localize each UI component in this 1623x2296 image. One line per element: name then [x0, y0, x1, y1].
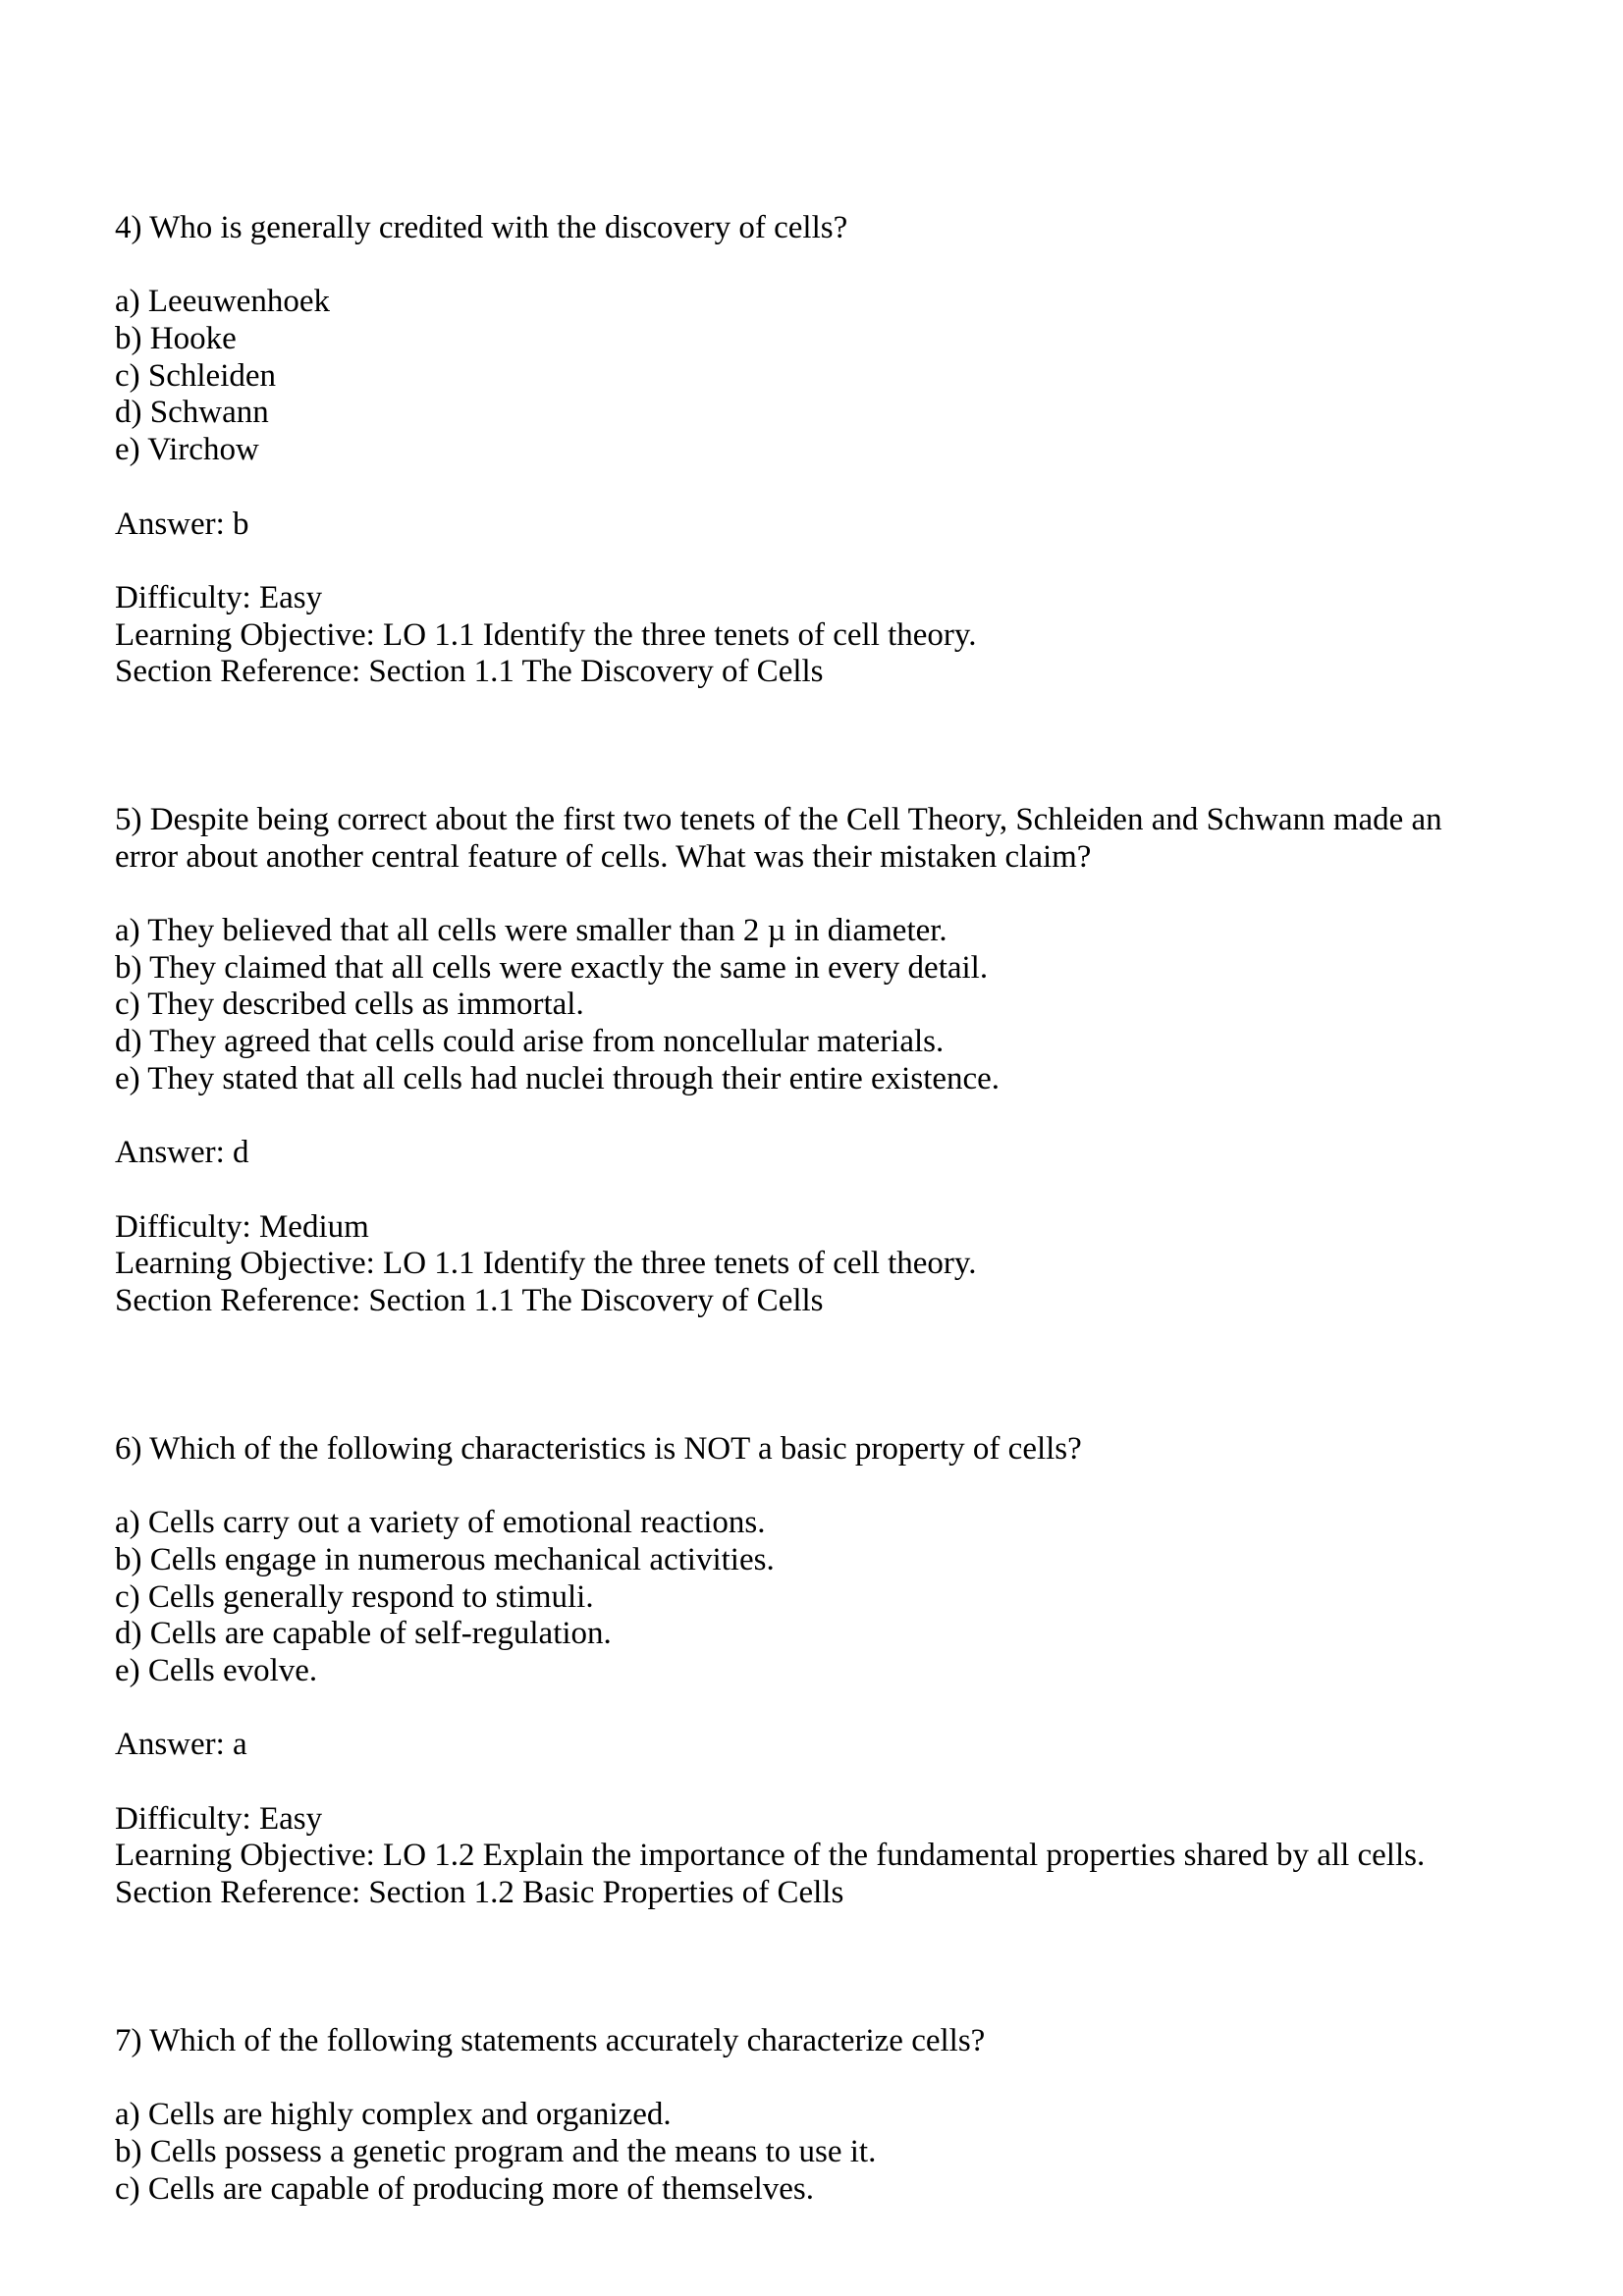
learning-objective: Learning Objective: LO 1.2 Explain the importance of the fundamental properties shared by all cells.: [115, 1838, 1426, 1874]
answer: Answer: b: [115, 506, 249, 542]
option-c: c) Schleiden: [115, 357, 277, 394]
question-text: 5) Despite being correct about the first two tenets of the Cell Theory, Schleiden and Schwann made an: [115, 802, 1442, 838]
section-reference: Section Reference: Section 1.2 Basic Properties of Cells: [115, 1875, 844, 1910]
difficulty: Difficulty: Easy: [115, 579, 323, 615]
option-a: a) Cells carry out a variety of emotional reactions.: [115, 1505, 766, 1541]
difficulty: Difficulty: Medium: [115, 1208, 369, 1245]
question-block-6: [115, 1431, 1519, 1912]
section-reference: Section Reference: Section 1.1 The Discovery of Cells: [115, 1282, 824, 1318]
answer: Answer: a: [115, 1727, 247, 1763]
option-b: b) Cells possess a genetic program and the means to use it.: [115, 2133, 877, 2169]
question-text: 6) Which of the following characteristics is NOT a basic property of cells?: [115, 1430, 1082, 1467]
option-c: c) Cells generally respond to stimuli.: [115, 1578, 594, 1615]
question-block-7: [115, 2023, 1519, 2208]
option-e: e) They stated that all cells had nuclei through their entire existence.: [115, 1060, 1001, 1096]
document-page: [115, 210, 1519, 2208]
option-c: c) Cells are capable of producing more of themselves.: [115, 2170, 814, 2207]
option-c: c) They described cells as immortal.: [115, 987, 584, 1023]
option-b: b) Hooke: [115, 321, 237, 357]
option-d: d) Schwann: [115, 395, 269, 431]
learning-objective: Learning Objective: LO 1.1 Identify the three tenets of cell theory.: [115, 1246, 977, 1282]
question-block-5: [115, 802, 1519, 1320]
option-e: e) Virchow: [115, 432, 259, 468]
section-reference: Section Reference: Section 1.1 The Discovery of Cells: [115, 654, 824, 690]
question-text: 7) Which of the following statements accurately characterize cells?: [115, 2022, 986, 2058]
learning-objective: Learning Objective: LO 1.1 Identify the three tenets of cell theory.: [115, 616, 977, 653]
question-text-continued: error about another central feature of cells. What was their mistaken claim?: [115, 838, 1092, 875]
option-b: b) Cells engage in numerous mechanical activities.: [115, 1541, 775, 1577]
difficulty: Difficulty: Easy: [115, 1800, 323, 1837]
option-a: a) Cells are highly complex and organized.: [115, 2097, 672, 2133]
option-b: b) They claimed that all cells were exactly the same in every detail.: [115, 949, 989, 986]
question-text: 4) Who is generally credited with the discovery of cells?: [115, 210, 848, 245]
option-e: e) Cells evolve.: [115, 1652, 318, 1688]
option-a: a) They believed that all cells were smaller than 2 µ in diameter.: [115, 913, 947, 949]
question-block-4: [115, 210, 1519, 691]
option-d: d) They agreed that cells could arise from noncellular materials.: [115, 1024, 945, 1060]
option-d: d) Cells are capable of self-regulation.: [115, 1616, 612, 1652]
answer: Answer: d: [115, 1135, 249, 1171]
option-a: a) Leeuwenhoek: [115, 284, 330, 320]
